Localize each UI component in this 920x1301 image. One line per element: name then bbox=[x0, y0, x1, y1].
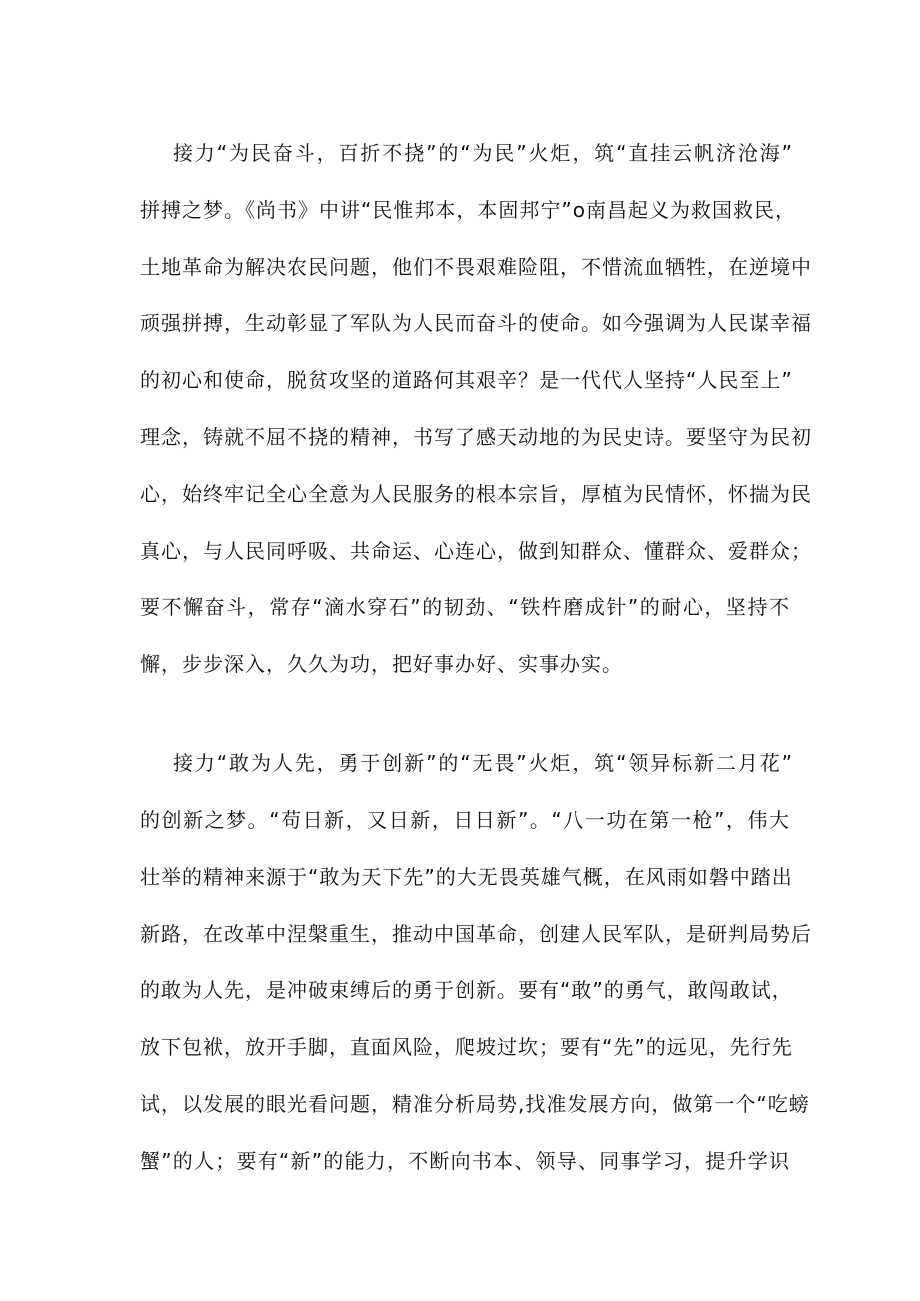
text-line: 壮举的精神来源于“敢为天下先”的大无畏英雄气概，在风雨如磐中踏出 bbox=[140, 865, 793, 889]
text-line: 要不懈奋斗，常存“滴水穿石”的韧劲、“铁杵磨成针”的耐心，坚持不 bbox=[140, 595, 790, 619]
text-line: 的初心和使命，脱贫攻坚的道路何其艰辛？是一代代人坚持“人民至上” bbox=[140, 368, 793, 392]
text-line: 蟹”的人；要有“新”的能力，不断向书本、领导、同事学习，提升学识 bbox=[140, 1149, 790, 1173]
text-line: 理念，铸就不屈不挠的精神，书写了感天动地的为民史诗。要坚守为民初 bbox=[140, 425, 812, 449]
text-line: 的敢为人先，是冲破束缚后的勇于创新。要有“敢”的勇气，敢闯敢试， bbox=[140, 978, 793, 1002]
text-line: 心，始终牢记全心全意为人民服务的根本宗旨，厚植为民情怀，怀揣为民 bbox=[140, 482, 812, 506]
text-line: 拼搏之梦。《尚书》中讲“民惟邦本，本固邦宁”o南昌起义为救国救民， bbox=[140, 198, 796, 222]
text-line: 土地革命为解决农民问题，他们不畏艰难险阻，不惜流血牺牲，在逆境中 bbox=[140, 255, 812, 279]
text-line: 试，以发展的眼光看问题，精准分析局势,找准发展方向，做第一个“吃螃 bbox=[140, 1092, 810, 1116]
text-line: 懈，步步深入，久久为功，把好事办好、实事办实。 bbox=[140, 652, 623, 676]
text-line: 新路，在改革中涅槃重生，推动中国革命，创建人民军队，是研判局势后 bbox=[140, 922, 812, 946]
text-line: 顽强拼搏，生动彰显了军队为人民而奋斗的使命。如今强调为人民谋幸福 bbox=[140, 311, 812, 335]
text-line: 接力“敢为人先，勇于创新”的“无畏”火炬，筑“领异标新二月花” bbox=[173, 751, 793, 775]
text-line: 放下包袱，放开手脚，直面风险，爬坡过坎；要有“先”的远见，先行先 bbox=[140, 1035, 793, 1059]
text-line: 接力“为民奋斗，百折不挠”的“为民”火炬，筑“直挂云帆济沧海” bbox=[173, 141, 793, 165]
text-line: 真心，与人民同呼吸、共命运、心连心，做到知群众、懂群众、爱群众； bbox=[140, 539, 812, 563]
text-line: 的创新之梦。“苟日新，又日新，日日新”。“八一功在第一枪”，伟大 bbox=[140, 808, 790, 832]
